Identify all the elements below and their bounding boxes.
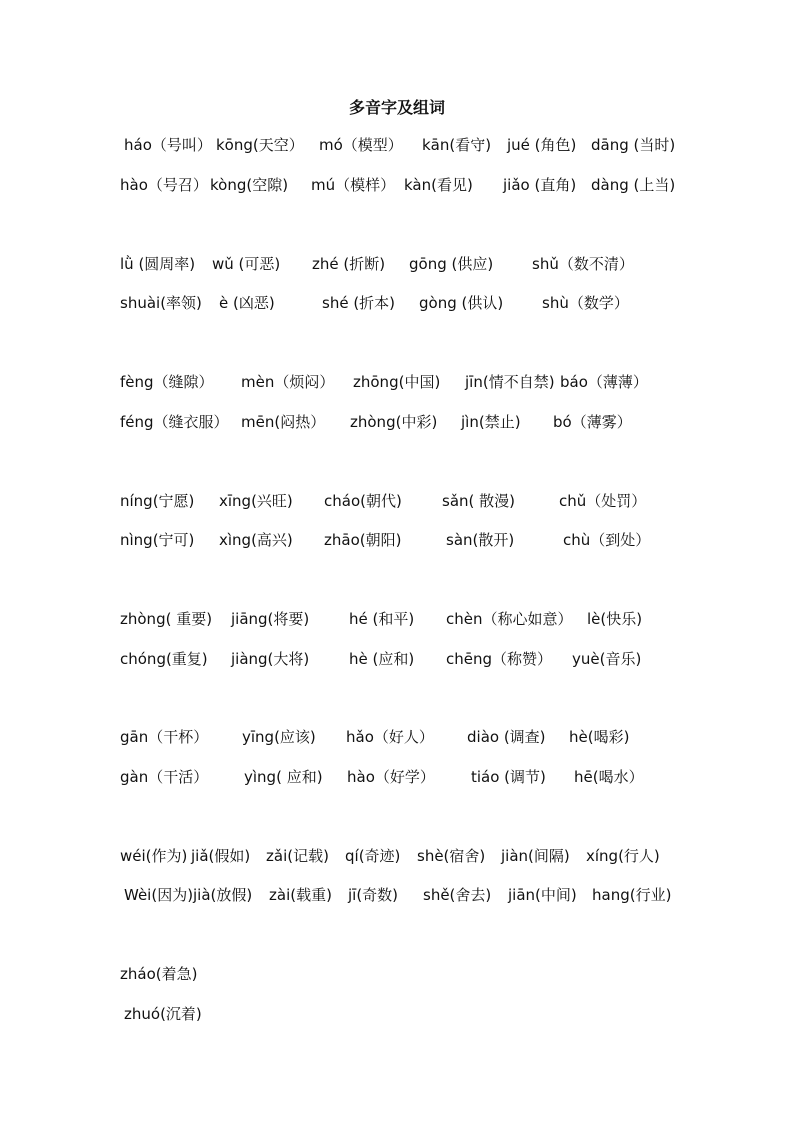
word-entry: gōng (供应) xyxy=(409,255,494,273)
word-entry: shé (折本) xyxy=(322,294,396,312)
word-entry: jìn(禁止) xyxy=(461,413,521,431)
word-entry: mú（模样） xyxy=(311,176,396,194)
word-entry: níng(宁愿) xyxy=(120,492,195,510)
word-entry: hé (和平) xyxy=(349,610,415,628)
word-entry: Wèi(因为) xyxy=(124,886,194,904)
word-entry: qí(奇迹) xyxy=(345,847,401,865)
word-entry: jià(放假) xyxy=(193,886,253,904)
word-entry: zhōng(中国) xyxy=(353,373,441,391)
word-entry: tiáo (调节) xyxy=(471,768,546,786)
word-entry: xíng(行人) xyxy=(586,847,660,865)
word-entry: zhé (折断) xyxy=(312,255,386,273)
word-entry: mēn(闷热） xyxy=(241,413,326,431)
word-entry: fèng（缝隙） xyxy=(120,373,214,391)
word-entry: hang(行业) xyxy=(592,886,672,904)
word-entry: yīng(应该) xyxy=(242,728,316,746)
word-entry: hào（号召） xyxy=(120,176,208,194)
word-entry: féng（缝衣服） xyxy=(120,413,229,431)
word-entry: jiāng(将要) xyxy=(231,610,310,628)
word-entry: wǔ (可恶) xyxy=(212,255,281,273)
word-entry: hào（好学） xyxy=(347,768,435,786)
word-entry: jiàn(间隔) xyxy=(501,847,570,865)
word-entry: yìng( 应和) xyxy=(244,768,323,786)
word-entry: jīn(情不自禁) xyxy=(465,373,555,391)
word-entry: jī(奇数) xyxy=(348,886,399,904)
word-entry: zhòng( 重要) xyxy=(120,610,213,628)
word-entry: dāng (当时) xyxy=(591,136,676,154)
word-entry: kān(看守) xyxy=(422,136,492,154)
word-entry: lǜ (圆周率) xyxy=(120,255,196,273)
word-entry: bó（薄雾） xyxy=(553,413,632,431)
word-entry: gòng (供认) xyxy=(419,294,504,312)
word-entry: shǔ（数不清） xyxy=(532,255,634,273)
word-entry: chēng（称赞） xyxy=(446,650,553,668)
word-entry: zǎi(记载) xyxy=(266,847,329,865)
word-entry: yuè(音乐) xyxy=(572,650,642,668)
word-entry: kōng(天空） xyxy=(216,136,304,154)
word-entry: nìng(宁可) xyxy=(120,531,195,549)
word-entry: zhòng(中彩) xyxy=(350,413,438,431)
word-entry: hǎo（好人） xyxy=(346,728,434,746)
word-entry: hè(喝彩) xyxy=(569,728,630,746)
word-entry: mèn（烦闷） xyxy=(241,373,335,391)
word-entry: sàn(散开) xyxy=(446,531,515,549)
word-entry: gān（干杯） xyxy=(120,728,209,746)
word-entry: lè(快乐) xyxy=(587,610,643,628)
word-entry: shè(宿舍) xyxy=(417,847,486,865)
word-entry: kàn(看见) xyxy=(404,176,473,194)
word-entry: cháo(朝代) xyxy=(324,492,402,510)
word-entry: kòng(空隙) xyxy=(210,176,289,194)
word-entry: jiàng(大将) xyxy=(231,650,310,668)
word-entry: zài(载重) xyxy=(269,886,332,904)
word-entry: shuài(率领) xyxy=(120,294,202,312)
word-entry: xīng(兴旺) xyxy=(219,492,293,510)
word-entry: shě(舍去) xyxy=(423,886,492,904)
word-entry: chóng(重复) xyxy=(120,650,208,668)
word-entry: gàn（干活） xyxy=(120,768,209,786)
word-entry: jiǎo (直角) xyxy=(503,176,577,194)
word-entry: chèn（称心如意） xyxy=(446,610,573,628)
word-entry: chù（到处） xyxy=(563,531,651,549)
word-entry: mó（模型） xyxy=(319,136,403,154)
word-entry: jiǎ(假如) xyxy=(191,847,251,865)
word-entry: hè (应和) xyxy=(349,650,415,668)
word-entry: shù（数学） xyxy=(542,294,629,312)
page-title: 多音字及组词 xyxy=(348,98,445,117)
word-entry: dàng (上当) xyxy=(591,176,676,194)
word-entry: jué (角色) xyxy=(507,136,577,154)
word-entry: jiān(中间) xyxy=(508,886,577,904)
word-entry: hē(喝水） xyxy=(574,768,644,786)
word-entry: è (凶恶) xyxy=(219,294,275,312)
word-entry: sǎn( 散漫) xyxy=(442,492,515,510)
word-entry: zhāo(朝阳) xyxy=(324,531,402,549)
word-entry: zhuó(沉着) xyxy=(124,1005,202,1023)
word-entry: chǔ（处罚） xyxy=(559,492,647,510)
word-entry: xìng(高兴) xyxy=(219,531,293,549)
word-entry: wéi(作为) xyxy=(120,847,188,865)
word-entry: háo（号叫） xyxy=(124,136,212,154)
word-entry: diào (调查) xyxy=(467,728,546,746)
word-entry: zháo(着急) xyxy=(120,965,198,983)
word-entry: báo（薄薄） xyxy=(560,373,648,391)
